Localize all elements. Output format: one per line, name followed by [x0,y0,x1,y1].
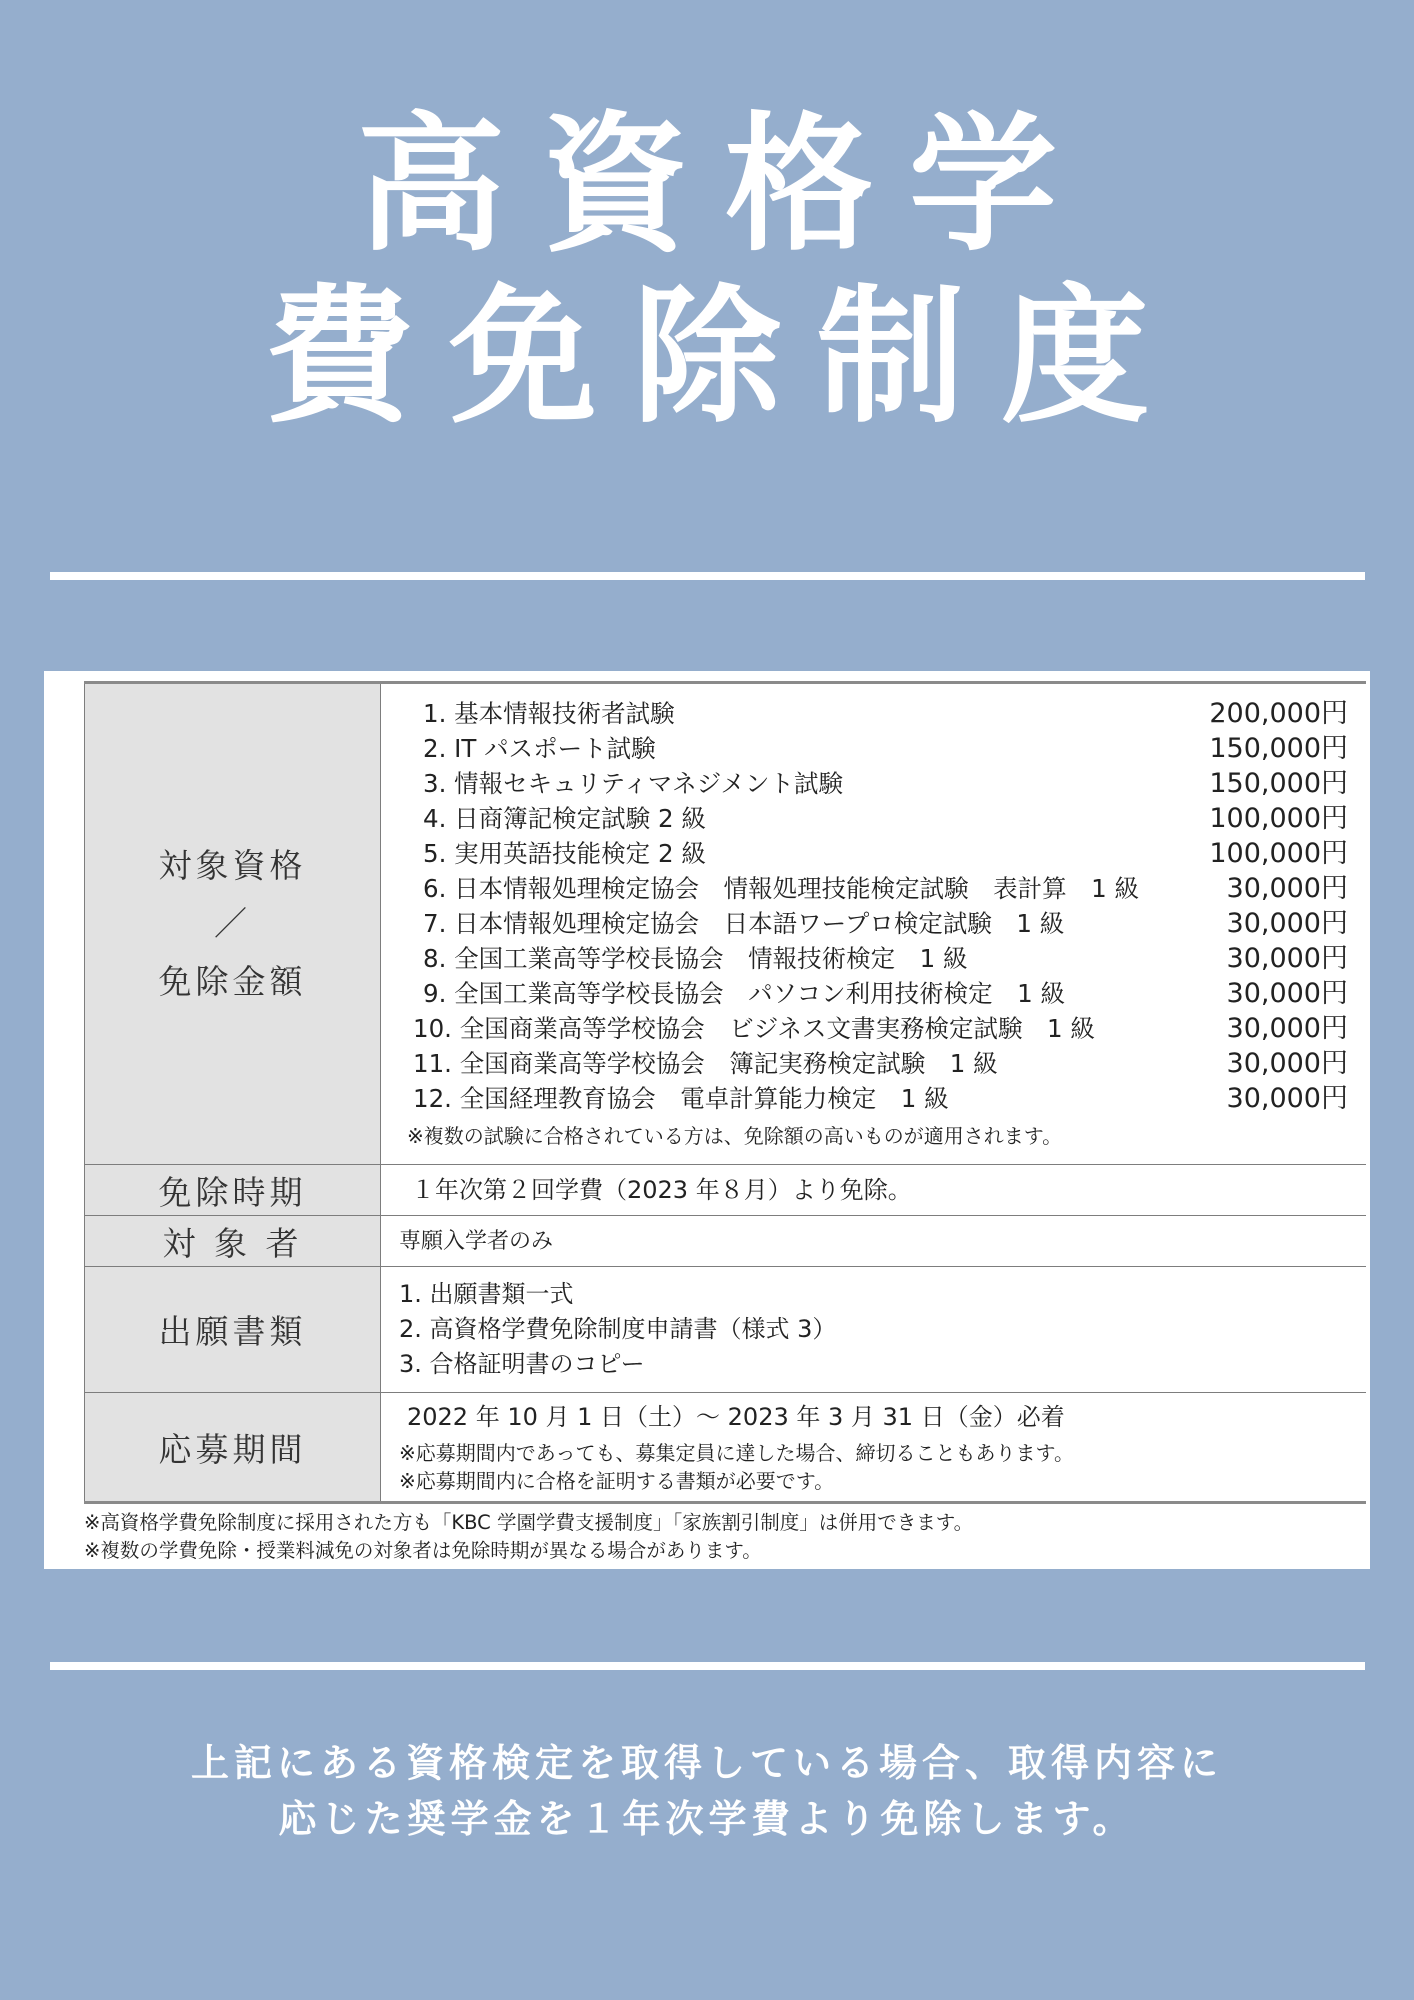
qualification-row [413,906,1348,941]
qualification-amount: 30,000円 [1226,1013,1348,1044]
qualification-list-cell [381,683,1367,1165]
summary-line2: 応じた奨学金を１年次学費より免除します。 [278,1797,1136,1841]
qualification-note: ※複数の試験に合格されている方は、免除額の高いものが適用されます。 [407,1124,1063,1148]
footnote: ※複数の学費免除・授業料減免の対象者は免除時期が異なる場合があります。 [84,1539,762,1562]
qualification-amount: 30,000円 [1226,1048,1348,1079]
documents-cell [381,1267,1367,1393]
footnote: ※高資格学費免除制度に採用された方も「KBC 学園学費支援制度」「家族割引制度」は併用できます。 [84,1511,974,1534]
info-table [84,681,1366,1504]
qualification-amount: 150,000円 [1209,768,1348,799]
qualification-amount: 150,000円 [1209,733,1348,764]
qualification-row [413,731,1348,766]
document-item: 2. 高資格学費免除制度申請書（様式 3） [399,1315,837,1343]
qualification-row [413,801,1348,836]
qualification-row [413,1081,1348,1116]
qualification-name: 11. 全国商業高等学校協会 簿記実務検定試験 1 級 [413,1049,998,1078]
divider-top [50,572,1365,580]
qualification-name: 10. 全国商業高等学校協会 ビジネス文書実務検定試験 1 級 [413,1014,1095,1043]
application-cell [381,1393,1367,1503]
qualification-row [413,871,1348,906]
qualification-name: 5. 実用英語技能検定 2 級 [423,839,706,868]
application-period: 2022 年 10 月 1 日（土）～ 2023 年 3 月 31 日（金）必着 [407,1402,1065,1431]
qualification-name: 1. 基本情報技術者試験 [423,699,675,728]
period-text: １年次第２回学費（2023 年８月）より免除。 [381,1165,1367,1216]
row-application [85,1393,1367,1503]
application-note: ※応募期間内に合格を証明する書類が必要です。 [399,1468,835,1493]
qualification-row [413,766,1348,801]
qualification-row [413,836,1348,871]
qualification-amount: 30,000円 [1226,873,1348,904]
qualification-name: 2. IT パスポート試験 [423,734,656,763]
header-period: 免除時期 [85,1165,381,1216]
qualification-name: 8. 全国工業高等学校長協会 情報技術検定 1 級 [423,944,968,973]
footnotes [84,1509,973,1565]
header-slash: ／ [214,904,251,943]
qualification-row [413,941,1348,976]
qualification-amount: 100,000円 [1209,838,1348,869]
header-application: 応募期間 [85,1393,381,1503]
qualification-row [413,1046,1348,1081]
qualification-amount: 30,000円 [1226,908,1348,939]
qualification-name: 6. 日本情報処理検定協会 情報処理技能検定試験 表計算 1 級 [423,874,1140,903]
qualification-row [413,696,1348,731]
qualification-row [413,976,1348,1011]
document-item: 3. 合格証明書のコピー [399,1350,645,1378]
row-qualifications [85,683,1367,1165]
target-text: 専願入学者のみ [381,1216,1367,1267]
row-target [85,1216,1367,1267]
qualification-name: 4. 日商簿記検定試験 2 級 [423,804,706,833]
divider-bottom [50,1662,1365,1670]
header-qualifications-bottom: 免除金額 [158,962,307,1001]
summary-line1: 上記にある資格検定を取得している場合、取得内容に [190,1741,1223,1785]
header-target: 対 象 者 [85,1216,381,1267]
info-panel [44,671,1370,1569]
qualification-name: 12. 全国経理教育協会 電卓計算能力検定 1 級 [413,1084,949,1113]
page-title-line2: 費免除制度 [265,271,1185,443]
qualification-list [399,684,1348,1116]
qualification-amount: 30,000円 [1226,1083,1348,1114]
qualification-amount: 200,000円 [1209,698,1348,729]
row-documents [85,1267,1367,1393]
row-period [85,1165,1367,1216]
qualification-row [413,1011,1348,1046]
document-item: 1. 出願書類一式 [399,1280,574,1308]
header-qualifications [85,683,381,1165]
qualification-name: 9. 全国工業高等学校長協会 パソコン利用技術検定 1 級 [423,979,1066,1008]
qualification-amount: 100,000円 [1209,803,1348,834]
application-note: ※応募期間内であっても、募集定員に達した場合、締切ることもあります。 [399,1440,1074,1465]
header-qualifications-top: 対象資格 [158,846,307,885]
qualification-amount: 30,000円 [1226,978,1348,1009]
qualification-amount: 30,000円 [1226,943,1348,974]
qualification-name: 7. 日本情報処理検定協会 日本語ワープロ検定試験 1 級 [423,909,1065,938]
page-title-line1: 高資格学 [357,99,1093,271]
qualification-name: 3. 情報セキュリティマネジメント試験 [423,769,843,798]
header-documents: 出願書類 [85,1267,381,1393]
